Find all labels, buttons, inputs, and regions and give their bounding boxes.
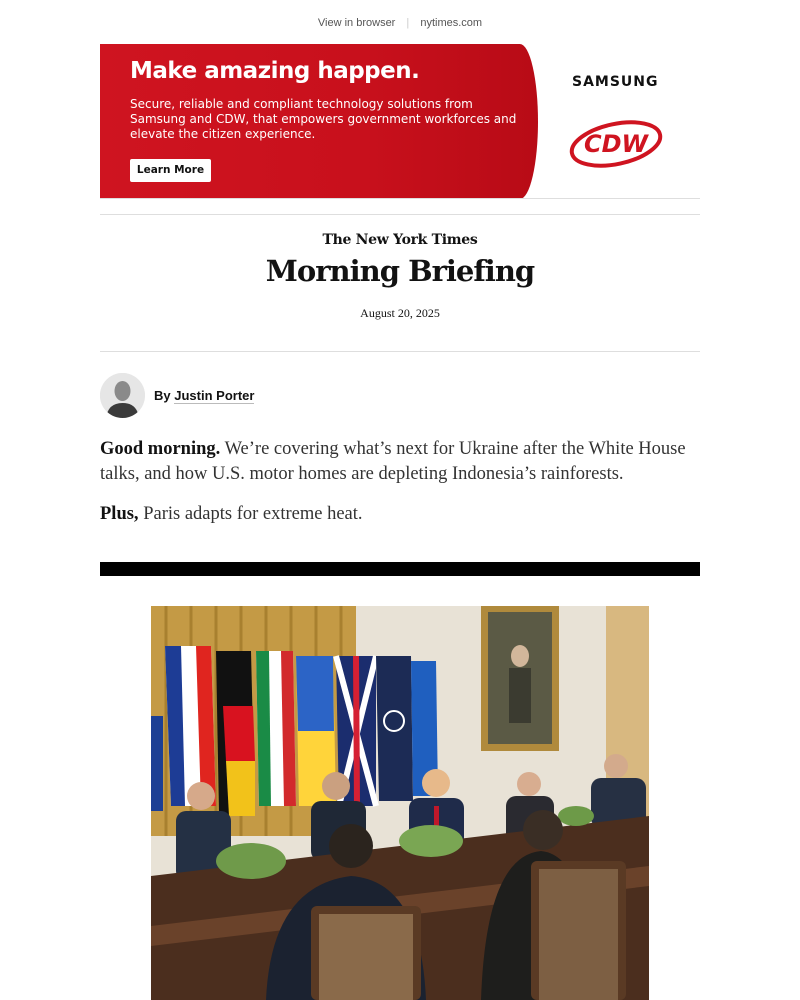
divider: | [406, 17, 410, 29]
byline [100, 372, 254, 418]
learn-more-button[interactable]: Learn More [130, 159, 211, 182]
divider [100, 214, 700, 215]
cdw-logo-text: CDW [583, 130, 649, 158]
ad-headline: Make amazing happen. [130, 58, 420, 84]
divider [100, 351, 700, 352]
intro-lead-text: We’re covering what’s next for Ukraine after the White House talks, and how U.S. motor homes are depleting Indonesia’s rainforests. [100, 439, 686, 484]
author-photo-icon [100, 373, 145, 418]
nyt-masthead: The New York Times [322, 232, 478, 248]
issue-date: August 20, 2025 [360, 306, 440, 320]
cdw-logo [566, 114, 666, 170]
intro-paragraph [100, 437, 705, 487]
photo-white-house-meeting-icon [151, 606, 649, 1000]
ad-body-text: Secure, reliable and compliant technology solutions from Samsung and CDW, that empowers government workforces and elevate the citizen experience. [130, 97, 517, 141]
avatar [100, 373, 145, 418]
lead-photo[interactable] [151, 606, 649, 1000]
plus-text: Paris adapts for extreme heat. [138, 504, 363, 524]
top-links [0, 17, 800, 29]
ad-banner[interactable] [100, 44, 700, 199]
byline-prefix: By [154, 387, 171, 403]
page-title: Morning Briefing [265, 254, 535, 288]
author-link[interactable]: Justin Porter [174, 387, 255, 403]
samsung-logo: SAMSUNG [572, 74, 659, 90]
byline-text [154, 388, 254, 403]
nytimes-link[interactable]: nytimes.com [420, 17, 483, 29]
plus-paragraph [100, 502, 700, 527]
view-in-browser-link[interactable]: View in browser [317, 17, 396, 29]
intro-lead-bold: Good morning. [100, 439, 221, 459]
section-bar [100, 562, 700, 576]
divider [100, 198, 700, 199]
plus-bold: Plus, [100, 504, 139, 524]
